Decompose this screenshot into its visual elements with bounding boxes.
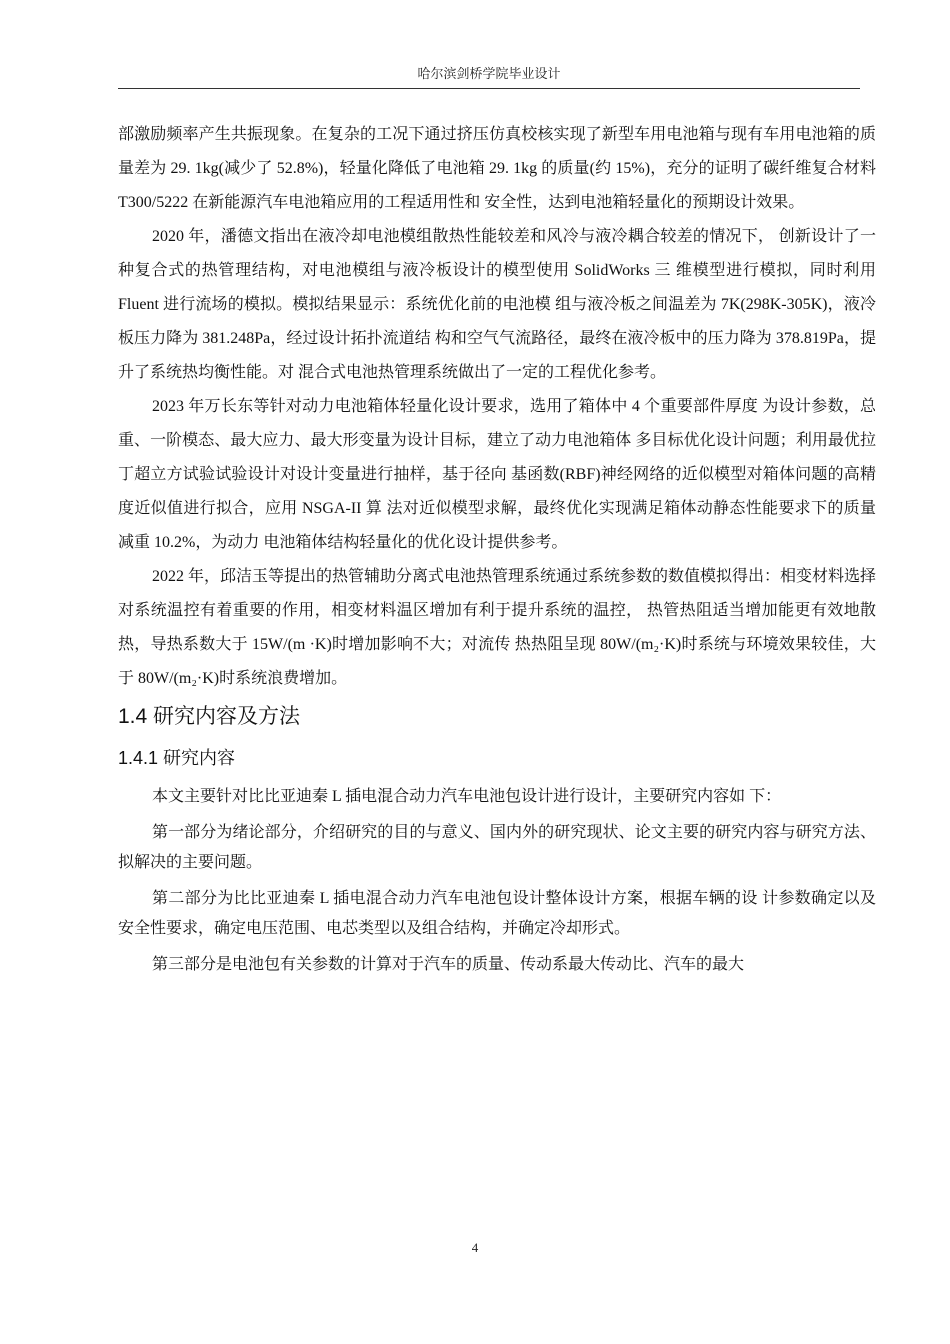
paragraph-3: 2023 年万长东等针对动力电池箱体轻量化设计要求，选用了箱体中 4 个重要部件厚度 为设计参数，总重、一阶模态、最大应力、最大形变量为设计目标，建立了动力电池箱体 多目标优化设计问题；利用最优拉丁超立方试验试验设计对设计变量进行抽样，基于径向 基函数(RBF)神经网络的近似模型对箱体问题的高精度近似值进行拟合，应用 NSGA-II 算 法对近似模型求解，最终优化实现满足箱体动静态性能要求下的质量减重 10.2%，为动力 电池箱体结构轻量化的优化设计提供参考。 bbox=[118, 398, 876, 551]
page-header: 哈尔滨剑桥学院毕业设计 bbox=[118, 66, 860, 89]
page-number: 4 bbox=[471, 1240, 479, 1255]
subsection-heading: 1.4.1 研究内容 bbox=[118, 748, 236, 768]
section-heading: 1.4 研究内容及方法 bbox=[118, 705, 301, 728]
content-paragraph-1: 本文主要针对比比亚迪秦 L 插电混合动力汽车电池包设计进行设计，主要研究内容如 下： bbox=[152, 788, 782, 805]
paragraph-2: 2020 年，潘德文指出在液冷却电池模组散热性能较差和风冷与液冷耦合较差的情况下， 创新设计了一种复合式的热管理结构，对电池模组与液冷板设计的模型使用 SolidWorks 三 维模型进行模拟，同时利用 Fluent 进行流场的模拟。模拟结果显示：系统优化前的电池模 组与液冷板之间温差为 7K(298K-305K)，液冷板压力降为 381.248Pa，经过设计拓扑流道结 构和空气气流路径，最终在液冷板中的压力降为 378.819Pa，提升了系统热均衡性能。对 混合式电池热管理系统做出了一定的工程优化参考。 bbox=[118, 228, 876, 381]
body-text bbox=[118, 118, 876, 986]
content-paragraph-3: 第二部分为比比亚迪秦 L 插电混合动力汽车电池包设计整体设计方案，根据车辆的设 计参数确定以及安全性要求，确定电压范围、电芯类型以及组合结构，并确定冷却形式。 bbox=[118, 890, 876, 937]
paragraph-1: 部激励频率产生共振现象。在复杂的工况下通过挤压仿真校核实现了新型车用电池箱与现有车用电池箱的质量差为 29. 1kg(减少了 52.8%)，轻量化降低了电池箱 29. 1kg 的质量(约 15%)，充分的证明了碳纤维复合材料 T300/5222 在新能源汽车电池箱应用的工程适用性和 安全性，达到电池箱轻量化的预期设计效果。 bbox=[118, 126, 876, 211]
content-paragraph-4: 第三部分是电池包有关参数的计算对于汽车的质量、传动系最大传动比、汽车的最大 bbox=[152, 956, 745, 973]
content-paragraph-2: 第一部分为绪论部分，介绍研究的目的与意义、国内外的研究现状、论文主要的研究内容与研究方法、拟解决的主要问题。 bbox=[118, 824, 876, 871]
paragraph-4: 2022 年，邱洁玉等提出的热管辅助分离式电池热管理系统通过系统参数的数值模拟得出：相变材料选择对系统温控有着重要的作用，相变材料温区增加有利于提升系统的温控， 热管热阻适当增加能更有效地散热，导热系数大于 15W/(m ·K)时增加影响不大；对流传 热热阻呈现 80W/(m₂·K)时系统与环境效果较佳，大于 80W/(m₂·K)时系统浪费增加。 bbox=[118, 568, 877, 687]
